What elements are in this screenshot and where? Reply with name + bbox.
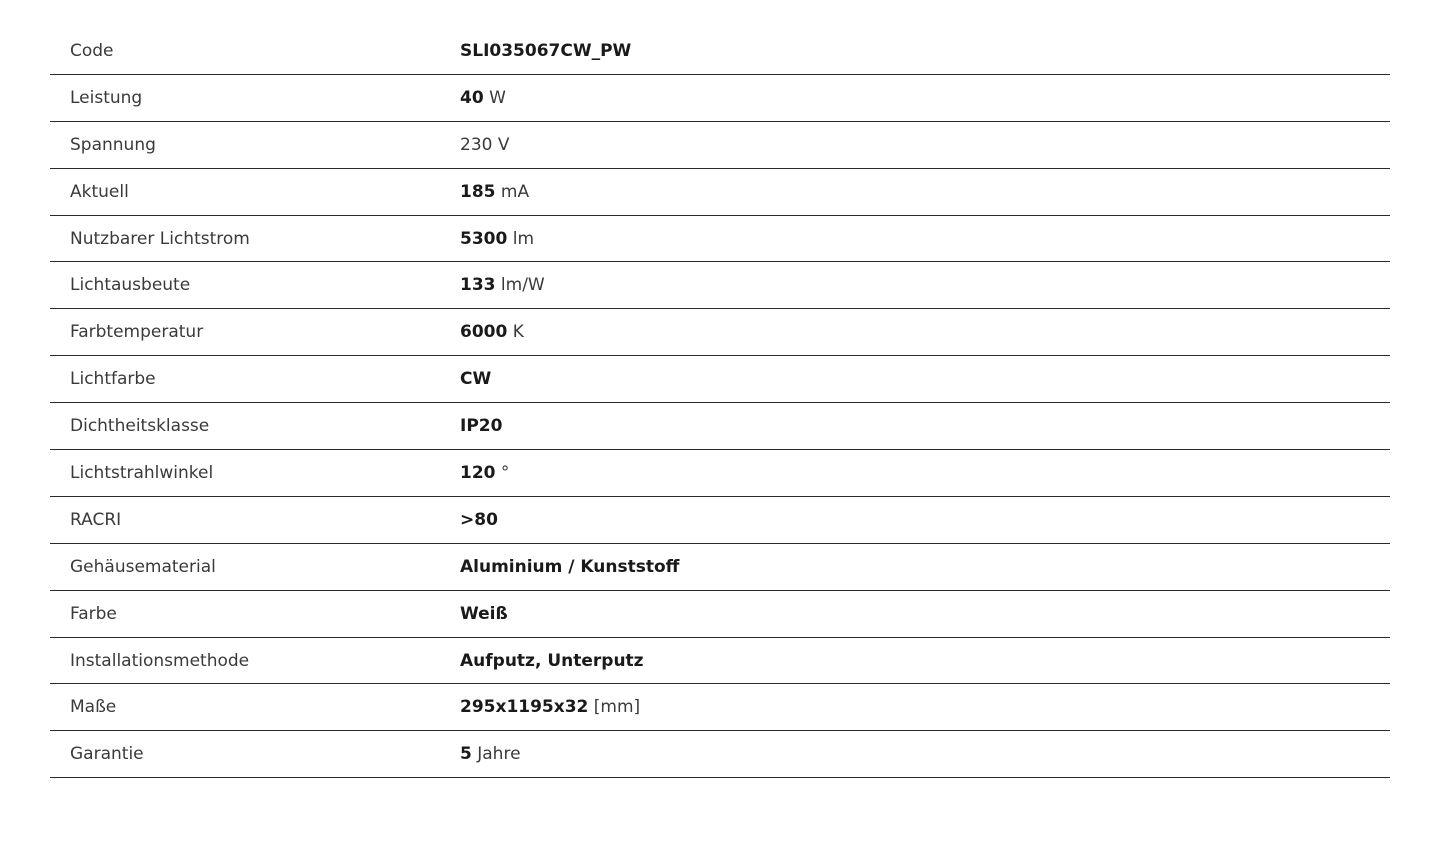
spec-value-unit: [mm] (593, 697, 641, 718)
spec-label: Farbtemperatur (70, 322, 204, 343)
spec-value (460, 182, 529, 202)
spec-row-garantie (50, 731, 1390, 778)
spec-row-code (50, 28, 1390, 75)
spec-label: RACRI (70, 509, 122, 530)
spec-label: Maße (70, 697, 117, 718)
spec-row-installationsmethode (50, 638, 1390, 685)
spec-row-racri (50, 497, 1390, 544)
spec-row-aktuell (50, 169, 1390, 216)
spec-value (460, 369, 491, 389)
spec-value (460, 510, 498, 530)
spec-value-number: Aufputz, Unterputz (460, 650, 644, 671)
spec-value (460, 275, 545, 295)
spec-label: Lichtstrahlwinkel (70, 462, 214, 483)
spec-row-spannung (50, 122, 1390, 169)
spec-value-number: IP20 (460, 416, 503, 437)
spec-value-unit: lm/W (500, 275, 545, 296)
spec-row-lichtausbeute (50, 262, 1390, 309)
spec-label: Leistung (70, 87, 143, 108)
spec-value-number: 295x1195x32 (460, 697, 589, 718)
spec-value-number: 5 (460, 744, 472, 765)
spec-value-unit: lm (512, 228, 535, 249)
spec-value-number: 185 (460, 181, 496, 202)
spec-row-lichtstrom (50, 216, 1390, 263)
spec-row-lichtfarbe (50, 356, 1390, 403)
spec-row-dichtheitsklasse (50, 403, 1390, 450)
spec-label: Garantie (70, 744, 144, 765)
spec-label: Installationsmethode (70, 650, 250, 671)
spec-value (460, 88, 506, 108)
spec-value-number: 133 (460, 275, 496, 296)
spec-value (460, 697, 640, 717)
spec-value-unit: V (497, 134, 510, 155)
spec-value-unit: K (512, 322, 524, 343)
spec-value (460, 135, 510, 155)
spec-value (460, 416, 502, 436)
spec-value-number: 40 (460, 87, 484, 108)
spec-value (460, 744, 521, 764)
spec-value-number: 230 (460, 134, 493, 155)
spec-value (460, 604, 508, 624)
spec-label: Aktuell (70, 181, 129, 202)
spec-value-unit: Jahre (477, 744, 521, 765)
spec-label: Farbe (70, 603, 117, 624)
spec-value (460, 322, 524, 342)
spec-value (460, 557, 679, 577)
spec-row-farbtemperatur (50, 309, 1390, 356)
spec-label: Lichtfarbe (70, 369, 156, 390)
spec-row-leistung (50, 75, 1390, 122)
spec-row-farbe (50, 591, 1390, 638)
spec-value-unit: ° (500, 462, 510, 483)
spec-value-number: SLI035067CW_PW (460, 40, 632, 61)
spec-table (50, 28, 1390, 778)
spec-value-number: 6000 (460, 322, 508, 343)
spec-value (460, 463, 509, 483)
spec-value-number: >80 (460, 509, 498, 530)
spec-value-unit: W (489, 87, 506, 108)
spec-value-number: 5300 (460, 228, 508, 249)
spec-row-masse (50, 684, 1390, 731)
spec-value (460, 229, 534, 249)
spec-value-unit: mA (500, 181, 530, 202)
spec-label: Spannung (70, 134, 156, 155)
spec-value (460, 651, 644, 671)
spec-row-lichtstrahlwinkel (50, 450, 1390, 497)
spec-label: Nutzbarer Lichtstrom (70, 228, 250, 249)
spec-value-number: 120 (460, 462, 496, 483)
spec-label: Dichtheitsklasse (70, 416, 210, 437)
spec-label: Code (70, 40, 114, 61)
spec-value-number: Weiß (460, 603, 508, 624)
spec-label: Lichtausbeute (70, 275, 191, 296)
spec-value-number: CW (460, 369, 492, 390)
spec-label: Gehäusematerial (70, 556, 216, 577)
spec-value-number: Aluminium / Kunststoff (460, 556, 680, 577)
spec-row-gehaeusematerial (50, 544, 1390, 591)
spec-value (460, 41, 631, 61)
